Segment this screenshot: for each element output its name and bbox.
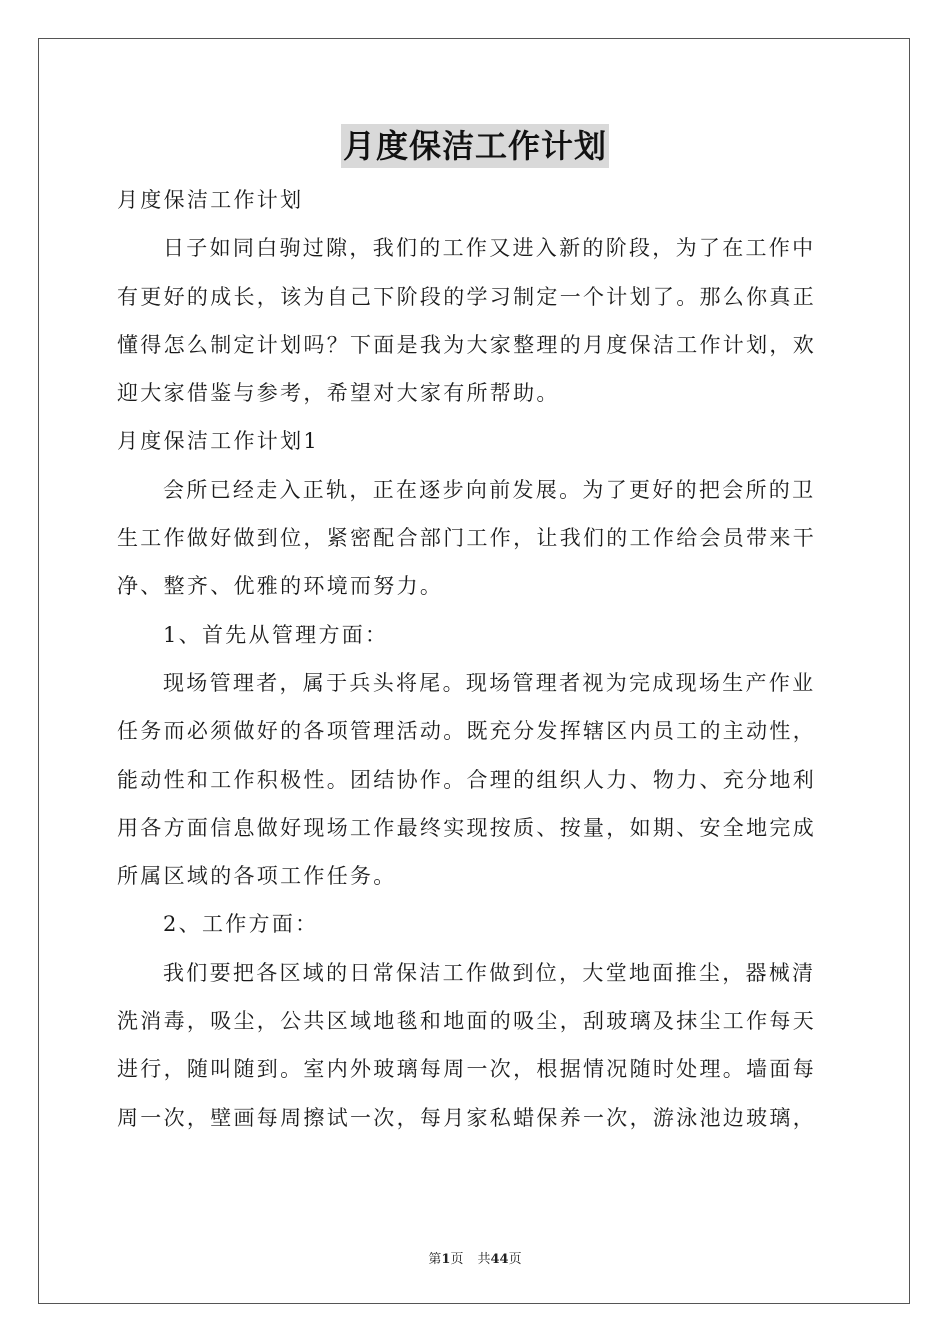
title-area	[0, 124, 950, 168]
paragraph-line: 生工作做好做到位，紧密配合部门工作，让我们的工作给会员带来干	[117, 526, 816, 551]
paragraph-line: 进行，随叫随到。室内外玻璃每周一次，根据情况随时处理。墙面每	[117, 1057, 816, 1082]
paragraph-line: 日子如同白驹过隙，我们的工作又进入新的阶段，为了在工作中	[163, 236, 816, 261]
subsection-heading: 2、工作方面：	[163, 912, 319, 937]
paragraph-line: 会所已经走入正轨，正在逐步向前发展。为了更好的把会所的卫	[163, 477, 816, 502]
total-label-prefix: 共	[477, 1252, 491, 1267]
paragraph-line: 周一次，壁画每周擦试一次，每月家私蜡保养一次，游泳池边玻璃，	[117, 1105, 816, 1130]
section-heading: 月度保洁工作计划1	[117, 429, 320, 454]
section-heading: 月度保洁工作计划	[117, 188, 304, 212]
page-label-prefix: 第	[428, 1252, 442, 1267]
total-label-suffix: 页	[508, 1252, 522, 1267]
paragraph-line: 有更好的成长，该为自己下阶段的学习制定一个计划了。那么你真正	[117, 284, 816, 309]
document-body	[117, 176, 833, 1142]
paragraph-line: 现场管理者，属于兵头将尾。现场管理者视为完成现场生产作业	[163, 670, 816, 695]
current-page-number: 1	[441, 1252, 451, 1267]
paragraph-line: 懂得怎么制定计划吗？下面是我为大家整理的月度保洁工作计划，欢	[117, 332, 816, 357]
paragraph-line: 用各方面信息做好现场工作最终实现按质、按量，如期、安全地完成	[117, 815, 816, 840]
paragraph-line: 我们要把各区域的日常保洁工作做到位，大堂地面推尘，器械清	[163, 960, 816, 985]
paragraph-line: 任务而必须做好的各项管理活动。既充分发挥辖区内员工的主动性，	[117, 719, 816, 744]
page-footer	[0, 1248, 950, 1267]
total-page-count: 44	[490, 1252, 509, 1267]
paragraph-line: 所属区域的各项工作任务。	[117, 864, 397, 889]
paragraph-line: 净、整齐、优雅的环境而努力。	[117, 574, 444, 599]
subsection-heading: 1、首先从管理方面：	[163, 622, 389, 647]
paragraph-line: 迎大家借鉴与参考，希望对大家有所帮助。	[117, 381, 560, 406]
paragraph-line: 洗消毒，吸尘，公共区域地毯和地面的吸尘，刮玻璃及抹尘工作每天	[117, 1009, 816, 1034]
page-label-suffix: 页	[450, 1252, 464, 1267]
document-title: 月度保洁工作计划	[341, 124, 609, 168]
paragraph-line: 能动性和工作积极性。团结协作。合理的组织人力、物力、充分地利	[117, 767, 816, 792]
